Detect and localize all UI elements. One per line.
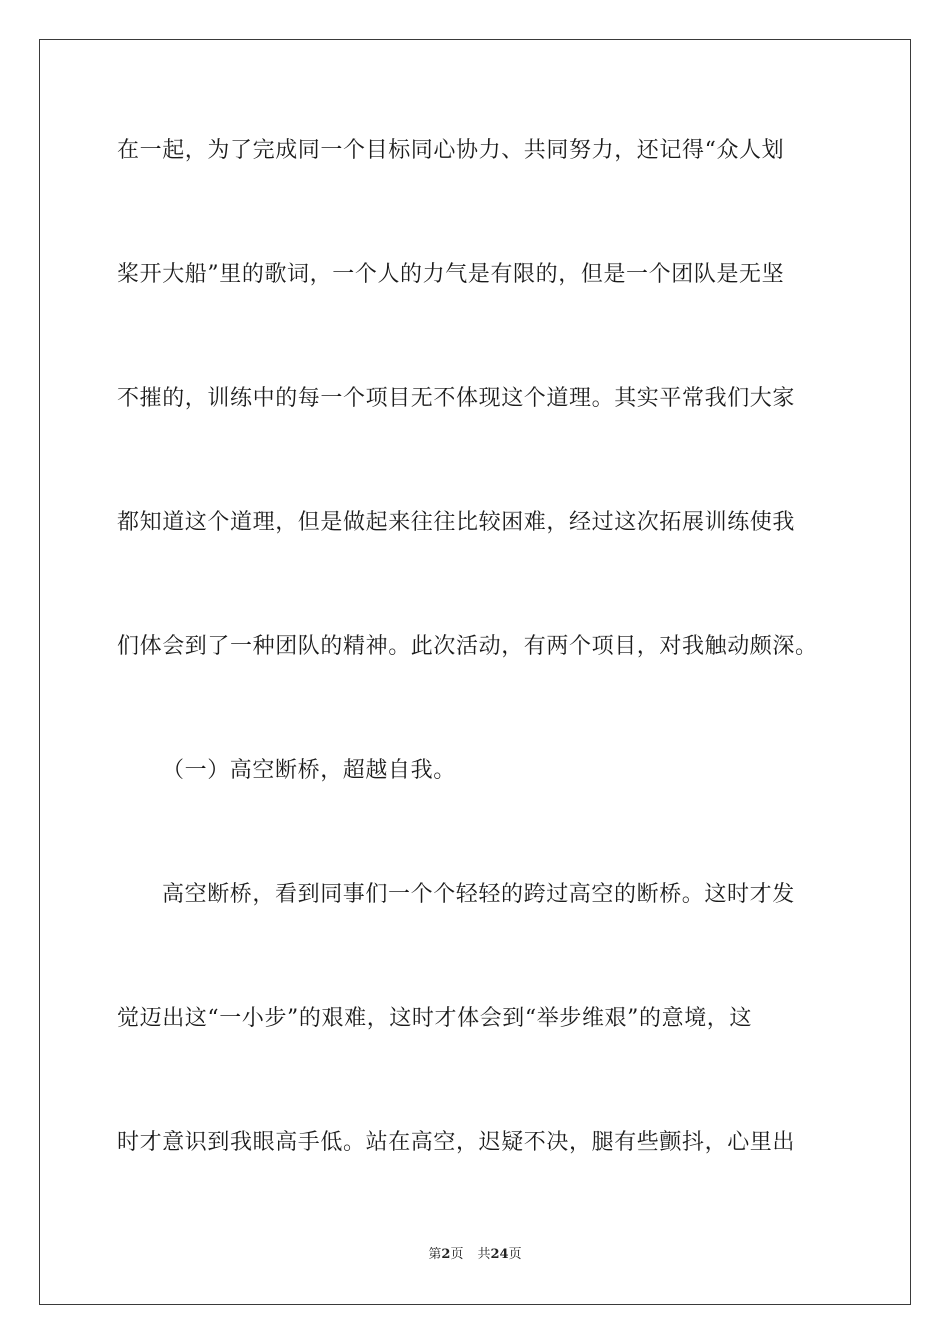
body-text-line-3: 不摧的，训练中的每一个项目无不体现这个道理。其实平常我们大家	[117, 386, 796, 411]
body-text-line-6: 高空断桥，看到同事们一个个轻轻的跨过高空的断桥。这时才发	[162, 882, 795, 907]
page-number: 2	[441, 1247, 451, 1262]
page-border	[39, 39, 911, 1305]
section-heading: （一）高空断桥，超越自我。	[162, 758, 456, 783]
body-text-line-2: 桨开大船”里的歌词，一个人的力气是有限的，但是一个团队是无坚	[117, 262, 785, 287]
body-text-line-5: 们体会到了一种团队的精神。此次活动，有两个项目，对我触动颇深。	[117, 634, 818, 659]
page-label-suffix: 页	[450, 1247, 464, 1262]
page-footer	[0, 1246, 950, 1264]
total-label-suffix: 页	[508, 1247, 522, 1262]
page-label-prefix: 第	[428, 1247, 442, 1262]
body-text-line-8: 时才意识到我眼高手低。站在高空，迟疑不决，腿有些颤抖，心里出	[117, 1130, 796, 1155]
total-label-prefix: 共	[477, 1247, 491, 1262]
body-text-line-1: 在一起，为了完成同一个目标同心协力、共同努力，还记得“众人划	[117, 138, 785, 163]
body-text-line-7: 觉迈出这“一小步”的艰难，这时才体会到“举步维艰”的意境，这	[117, 1006, 752, 1031]
body-text-line-4: 都知道这个道理，但是做起来往往比较困难，经过这次拓展训练使我	[117, 510, 796, 535]
total-pages: 24	[490, 1247, 509, 1262]
